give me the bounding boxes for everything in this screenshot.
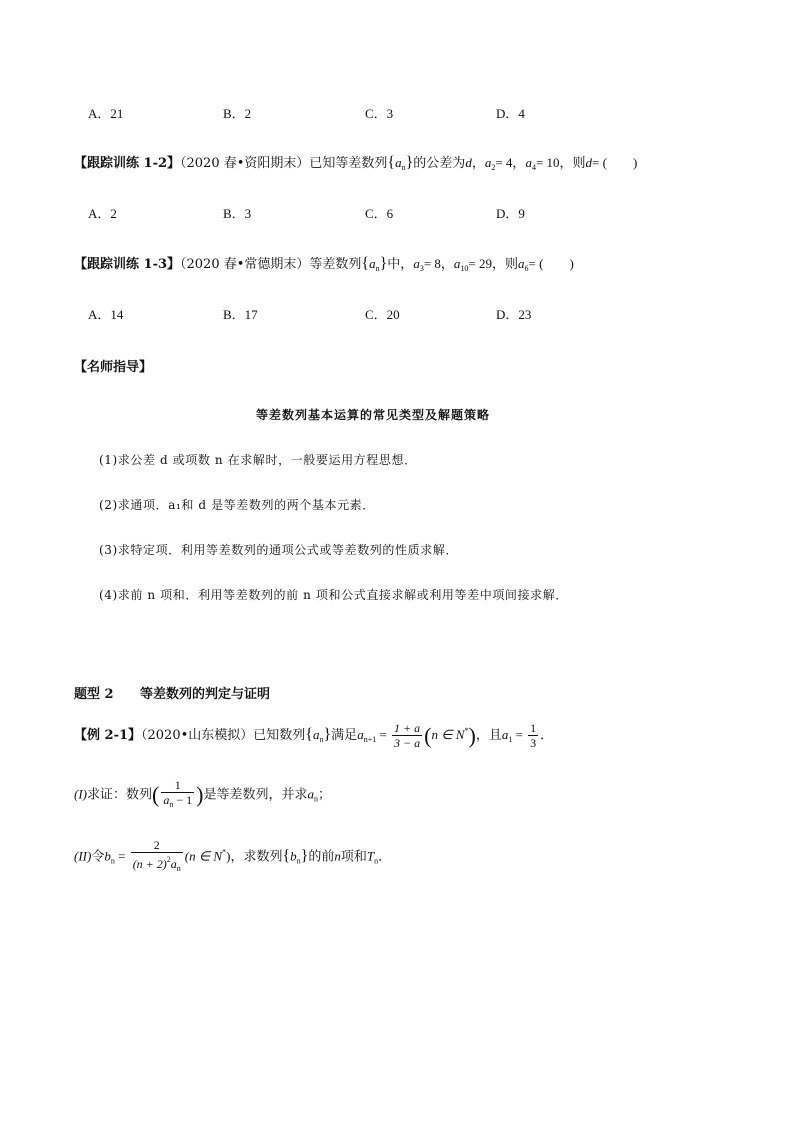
- recurrence-fraction: [392, 721, 422, 750]
- option-a: A．14: [88, 307, 124, 322]
- question-text: 的公差为: [413, 156, 466, 171]
- condition: n ∈ N: [431, 727, 465, 742]
- fraction-numerator: 1: [174, 778, 181, 792]
- guide-item-3: (3)求特定项．利用等差数列的通项公式或等差数列的性质求解．: [99, 543, 459, 557]
- question-text: ，则: [559, 156, 586, 171]
- section-label: 题型 2: [74, 687, 114, 702]
- part-text: 的前: [308, 849, 335, 865]
- equation: = 10: [535, 155, 560, 170]
- question-text: ，则: [492, 257, 519, 272]
- fraction-denominator: (n + 2): [132, 857, 167, 871]
- question-1-2: 【跟踪训练 1-2】（2020 春•资阳期末）已知等差数列$\{a_n\}$的公差为d，$a_2= 4$，$a_4= 10$，则d= ( ): [74, 154, 638, 172]
- answer-blank: = ( ): [528, 256, 574, 271]
- var-d: d: [465, 155, 472, 170]
- option-d: D．23: [496, 307, 532, 322]
- period: ．: [540, 728, 554, 743]
- guide-item-1: (1)求公差 d 或项数 n 在求解时，一般要运用方程思想．: [99, 453, 417, 467]
- option-c: C．6: [365, 206, 394, 221]
- question-text: 中，: [387, 257, 414, 272]
- fraction-denominator: 3: [530, 736, 537, 750]
- part-text: 求证：数列: [87, 787, 153, 803]
- guide-title: 等差数列基本运算的常见类型及解题策略: [256, 408, 491, 422]
- example-text: ，且: [475, 728, 502, 743]
- fraction-denominator-tail: − 1: [173, 793, 193, 807]
- part-text: 是等差数列，并求: [203, 787, 308, 803]
- part-label: (II): [74, 848, 92, 864]
- example-2-1: 【例 2-1】（2020•山东模拟）已知数列$\{a_n\}$满足$a_{n+1}$ = $\frac{1 + a}{3 - a}$ (n ∈ N*)，且$a_1$ = $\frac{1}{3}$ ．: [74, 721, 554, 750]
- equation: = 8: [423, 256, 441, 271]
- fraction-denominator: 3 − a: [394, 736, 421, 750]
- part-text: 令: [91, 849, 105, 865]
- example-text: 已知数列: [253, 728, 306, 743]
- option-b: B．17: [223, 307, 258, 322]
- question-text: 等差数列: [309, 257, 362, 272]
- bn-fraction: $\frac{2}{(n + 2)^2a_n}$: [131, 838, 183, 876]
- option-a: A．21: [88, 106, 124, 121]
- fraction-numerator: 1 + a: [394, 721, 421, 735]
- part-2: (II)令$b_n$ = $\frac{2}{(n + 2)^2a_n}$ (n ∈ N*)，求数列$\{b_n\}$的前n项和$T_n$．: [74, 838, 391, 876]
- part-text: ，求数列: [230, 849, 283, 865]
- var-d: d: [585, 155, 593, 170]
- fraction-numerator: 2: [153, 838, 160, 852]
- option-a: A．2: [88, 206, 117, 221]
- fraction-denominator: a: [163, 793, 170, 807]
- semicolon: ；: [317, 787, 331, 803]
- option-b: B．2: [223, 106, 252, 121]
- comma: ，: [440, 257, 454, 272]
- option-d: D．4: [496, 106, 525, 121]
- period: ．: [378, 849, 392, 865]
- equation: = 4: [495, 155, 513, 170]
- example-source: （2020•山东模拟）: [141, 728, 254, 743]
- comma: ，: [512, 156, 526, 171]
- question-source: （2020 春•常德期末）: [180, 257, 310, 272]
- question-tag: 【跟踪训练 1-3】: [74, 257, 181, 272]
- comma: ，: [471, 156, 485, 171]
- guide-item-4: (4)求前 n 项和．利用等差数列的前 n 项和公式直接求解或利用等差中项间接求解．: [99, 588, 568, 602]
- question-1-3: 【跟踪训练 1-3】（2020 春•常德期末）等差数列$\{a_n\}$中，$a_3= 8$，$a_{10}= 29$，则$a_6=$ ( ): [74, 255, 574, 273]
- part-text: 项和: [340, 849, 367, 865]
- part-label: (I): [74, 786, 87, 802]
- question-text: 已知等差数列: [309, 156, 388, 171]
- option-c: C．20: [365, 307, 400, 322]
- example-text: 满足: [331, 728, 358, 743]
- condition: (n ∈ N: [184, 848, 223, 864]
- question-source: （2020 春•资阳期末）: [180, 156, 310, 171]
- initial-fraction: [528, 721, 538, 750]
- section-title: 等差数列的判定与证明: [140, 687, 271, 702]
- fraction-numerator: 1: [530, 721, 537, 735]
- example-tag: 【例 2-1】: [74, 728, 142, 743]
- guide-item-2: (2)求通项．a₁和 d 是等差数列的两个基本元素．: [99, 498, 375, 512]
- question-tag: 【跟踪训练 1-2】: [74, 156, 181, 171]
- answer-blank: = ( ): [592, 155, 638, 170]
- option-d: D．9: [496, 206, 525, 221]
- option-b: B．3: [223, 206, 252, 221]
- part-1: (I)求证：数列( $\frac{1}{a_n - 1}$ )是等差数列，并求$a_n$；: [74, 778, 331, 812]
- option-c: C．3: [365, 106, 394, 121]
- guide-label: 【名师指导】: [74, 360, 153, 375]
- equation: = 29: [468, 256, 493, 271]
- reciprocal-fraction: $\frac{1}{a_n - 1}$: [161, 778, 194, 812]
